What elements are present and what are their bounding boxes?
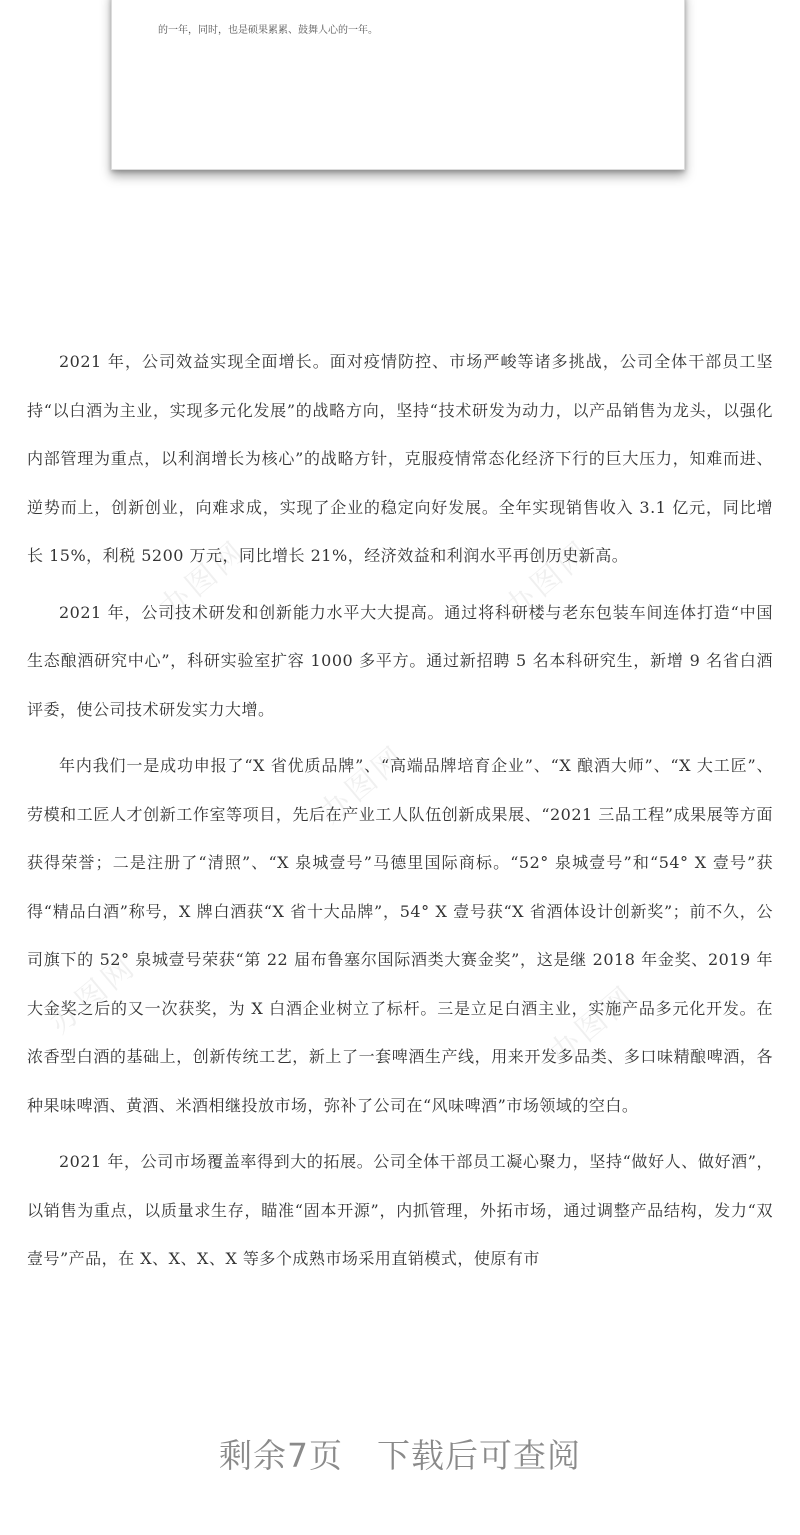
preview-line-2: 的一年，同时，也是硕果累累、鼓舞人心的一年。	[158, 25, 378, 36]
paragraph-research: 2021 年，公司技术研发和创新能力水平大大提高。通过将科研楼与老东包装车间连体打造“中国生态酿酒研究中心”，科研实验室扩容 1000 多平方。通过新招聘 5 名本科研究生，新增 9 名省白酒评委，使公司技术研发实力大增。	[27, 602, 773, 719]
remaining-pages-banner[interactable]	[0, 1430, 800, 1477]
watermark: 办图网	[42, 948, 144, 1041]
remaining-pages-label: 剩余7页	[219, 1436, 343, 1475]
document-preview-page	[111, 0, 685, 170]
preview-line-1	[112, 0, 684, 1]
watermark: 办图网	[152, 533, 254, 626]
paragraph-honors: 年内我们一是成功申报了“X 省优质品牌”、“高端品牌培育企业”、“X 酿酒大师”、“X 大工匠”、劳模和工匠人才创新工作室等项目，先后在产业工人队伍创新成果展、“2021 三品工程”成果展等方面获得荣誉；二是注册了“清照”、“X 泉城壹号”马德里国际商标。“52° 泉城壹号”和“54° X 壹号”获得“精品白酒”称号，X 牌白酒获“X 省十大品牌”，54° X 壹号获“X 省酒体设计创新奖”；前不久，公司旗下的 52° 泉城壹号荣获“第 22 届布鲁塞尔国际酒类大赛金奖”，这是继 2018 年金奖、2019 年大金奖之后的又一次获奖，为 X 白酒企业树立了标杆。三是立足白酒主业，实施产品多元化开发。在浓香型白酒的基础上，创新传统工艺，新上了一套啤酒生产线，用来开发多品类、多口味精酿啤酒，各种果味啤酒、黄酒、米酒相继投放市场，弥补了公司在“风味啤酒”市场领域的空白。	[27, 756, 773, 1115]
watermark: 办图网	[497, 533, 599, 626]
watermark: 办图网	[312, 738, 414, 831]
download-hint-label: 下载后可查阅	[377, 1436, 581, 1475]
document-body	[27, 338, 773, 1292]
paragraph-efficiency: 2021 年，公司效益实现全面增长。面对疫情防控、市场严峻等诸多挑战，公司全体干部员工坚持“以白酒为主业，实现多元化发展”的战略方向，坚持“技术研发为动力，以产品销售为龙头，以强化内部管理为重点，以利润增长为核心”的战略方针，克服疫情常态化经济下行的巨大压力，知难而进、逆势而上，创新创业，向难求成，实现了企业的稳定向好发展。全年实现销售收入 3.1 亿元，同比增长 15%，利税 5200 万元，同比增长 21%，经济效益和利润水平再创历史新高。	[27, 352, 773, 565]
paragraph-market: 2021 年，公司市场覆盖率得到大的拓展。公司全体干部员工凝心聚力，坚持“做好人、做好酒”，以销售为重点，以质量求生存，瞄准“固本开源”，内抓管理，外拓市场，通过调整产品结构，发力“双壹号”产品，在 X、X、X、X 等多个成熟市场采用直销模式，使原有市	[27, 1152, 773, 1268]
watermark: 办图网	[542, 978, 644, 1071]
